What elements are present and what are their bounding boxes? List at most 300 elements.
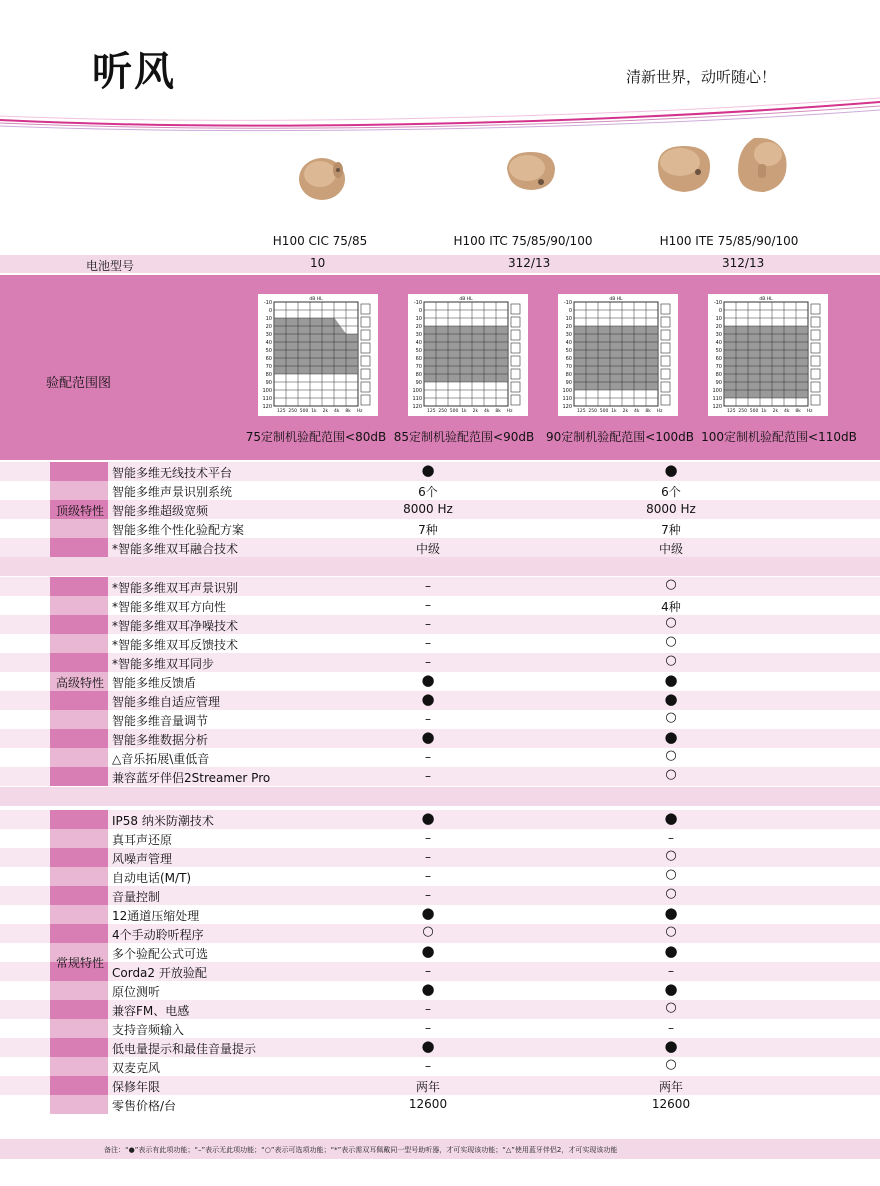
audiogram-x-tick: 8k <box>795 409 801 414</box>
table-row <box>0 1076 880 1095</box>
feature-name: IP58 纳米防潮技术 <box>112 814 214 828</box>
audiogram-y-tick: 40 <box>415 340 422 346</box>
audiogram-symbol-box <box>511 317 520 327</box>
table-row <box>0 710 880 729</box>
table-row <box>0 1057 880 1076</box>
fitting-range-label: 验配范围图 <box>46 376 112 391</box>
value-itc-cic: 中级 <box>415 542 440 556</box>
audiogram-y-tick: 60 <box>415 356 422 362</box>
group-label: 常规特性 <box>55 956 104 970</box>
feature-name: 智能多维无线技术平台 <box>112 466 233 480</box>
audiogram-symbol-box <box>811 330 820 340</box>
value-itc-cic: 7种 <box>418 523 438 537</box>
feature-name: 自动电话(M/T) <box>112 871 192 885</box>
table-row <box>0 596 880 615</box>
feature-name: 风噪声管理 <box>112 852 173 866</box>
audiogram-y-tick: 90 <box>415 380 422 386</box>
feature-name: *智能多维双耳融合技术 <box>112 542 239 556</box>
table-row <box>0 462 880 481</box>
feature-name: 智能多维反馈盾 <box>112 676 197 690</box>
audiogram-y-tick: 40 <box>715 340 722 346</box>
battery-label: 电池型号 <box>86 259 135 273</box>
audiogram-x-tick: 2k <box>622 409 629 414</box>
feature-name: 智能多维声景识别系统 <box>112 485 233 499</box>
audiogram-y-tick: 70 <box>715 364 722 370</box>
value-itc-cic: ● <box>421 942 435 960</box>
group-cell <box>50 1019 108 1038</box>
audiogram-x-tick: 8k <box>645 409 651 414</box>
audiogram-symbol-box <box>361 369 370 379</box>
group-cell <box>50 519 108 538</box>
feature-name: 4个手动聆听程序 <box>112 928 204 942</box>
feature-name: 智能多维自适应管理 <box>112 695 221 709</box>
audiogram-range-fill <box>724 326 808 398</box>
audiogram-y-tick: 90 <box>565 380 572 386</box>
footnote: 备注：“●”表示有此项功能；“–”表示无此项功能；“○”表示可选项功能；“*”表示需双耳佩戴同一型号助听器，才可实现该功能；“△”使用蓝牙伴侣2，才可实现该功能 <box>104 1146 618 1154</box>
audiogram-y-tick: 20 <box>715 324 722 330</box>
table-row <box>0 962 880 981</box>
audiogram-85 <box>408 294 528 416</box>
audiogram-y-tick: 10 <box>715 316 722 322</box>
feature-name: 支持音频输入 <box>112 1023 185 1037</box>
audiogram-x-tick: 250 <box>738 409 747 414</box>
group-cell <box>50 905 108 924</box>
audiogram-x-tick: 250 <box>288 409 297 414</box>
audiogram-x-tick: 500 <box>299 409 309 414</box>
value-ite: ○ <box>665 615 677 630</box>
value-ite: ○ <box>665 924 677 939</box>
audiogram-symbol-box <box>811 356 820 366</box>
value-itc-cic: – <box>425 598 431 612</box>
table-row <box>0 729 880 748</box>
value-ite: ○ <box>665 1057 677 1072</box>
audiogram-y-tick: 90 <box>265 380 272 386</box>
value-itc-cic: ● <box>421 809 435 827</box>
group-cell <box>50 748 108 767</box>
audiogram-header: dB HL <box>759 297 773 302</box>
table-row <box>0 634 880 653</box>
value-itc-cic: ● <box>421 980 435 998</box>
cic-hearing-aid-image <box>298 154 350 202</box>
audiogram-x-tick: 2k <box>772 409 779 414</box>
group-cell <box>50 481 108 500</box>
audiogram-symbol-box <box>511 369 520 379</box>
value-itc-cic: – <box>425 769 431 783</box>
group-label: 顶级特性 <box>55 503 104 518</box>
range-caption-85: 85定制机验配范围<90dB <box>393 430 535 444</box>
value-itc-cic: 6个 <box>418 485 438 499</box>
value-itc-cic: 8000 Hz <box>403 502 453 516</box>
audiogram-y-tick: 10 <box>265 316 272 322</box>
audiogram-100 <box>708 294 828 416</box>
audiogram-x-tick: Hz <box>506 409 513 414</box>
audiogram-symbol-box <box>661 330 670 340</box>
audiogram-y-tick: 60 <box>265 356 272 362</box>
audiogram-y-tick: 100 <box>562 388 572 394</box>
audiogram-y-tick: 100 <box>712 388 722 394</box>
value-ite: ● <box>664 461 678 479</box>
battery-itc: 312/13 <box>508 256 551 270</box>
feature-name: *智能多维双耳声景识别 <box>112 581 239 595</box>
audiogram-range-fill <box>424 326 508 382</box>
value-itc-cic: – <box>425 712 431 726</box>
audiogram-symbol-box <box>511 330 520 340</box>
audiogram-symbol-box <box>661 369 670 379</box>
audiogram-y-tick: 10 <box>415 316 422 322</box>
value-itc-cic: – <box>425 750 431 764</box>
audiogram-symbol-box <box>511 395 520 405</box>
audiogram-y-tick: 60 <box>715 356 722 362</box>
table-row <box>0 810 880 829</box>
value-ite: ○ <box>665 653 677 668</box>
audiogram-x-tick: 250 <box>438 409 447 414</box>
audiogram-y-tick: -10 <box>263 300 272 306</box>
audiogram-y-tick: 100 <box>262 388 272 394</box>
value-itc-cic: – <box>425 831 431 845</box>
audiogram-y-tick: 0 <box>568 308 572 314</box>
value-ite: ● <box>664 980 678 998</box>
audiogram-y-tick: 80 <box>265 372 272 378</box>
table-row <box>0 1000 880 1019</box>
audiogram-symbol-box <box>811 369 820 379</box>
audiogram-y-tick: 50 <box>565 348 572 354</box>
value-itc-cic: ● <box>421 1037 435 1055</box>
group-cell <box>50 462 108 481</box>
audiogram-x-tick: 2k <box>322 409 329 414</box>
audiogram-x-tick: 125 <box>727 409 736 414</box>
audiogram-x-tick: 1k <box>461 409 467 414</box>
table-row <box>0 829 880 848</box>
table-row <box>0 886 880 905</box>
audiogram-y-tick: 120 <box>262 404 272 410</box>
value-itc-cic: – <box>425 888 431 902</box>
audiogram-symbol-box <box>811 304 820 314</box>
value-itc-cic: ● <box>421 904 435 922</box>
audiogram-symbol-box <box>511 304 520 314</box>
section-spacer <box>0 557 880 576</box>
audiogram-symbol-box <box>511 343 520 353</box>
audiogram-y-tick: 110 <box>412 396 422 402</box>
value-ite: ○ <box>665 1000 677 1015</box>
group-cell <box>50 1076 108 1095</box>
value-ite: ○ <box>665 886 677 901</box>
audiogram-y-tick: 50 <box>415 348 422 354</box>
audiogram-x-tick: 1k <box>311 409 317 414</box>
value-ite: ● <box>664 904 678 922</box>
value-ite: ● <box>664 942 678 960</box>
audiogram-symbol-box <box>811 317 820 327</box>
audiogram-header: dB HL <box>609 297 623 302</box>
table-row <box>0 867 880 886</box>
feature-name: *智能多维双耳净噪技术 <box>112 619 239 633</box>
table-row <box>0 905 880 924</box>
audiogram-header: dB HL <box>309 297 323 302</box>
value-itc-cic: – <box>425 1059 431 1073</box>
audiogram-y-tick: 0 <box>268 308 272 314</box>
audiogram-y-tick: 20 <box>565 324 572 330</box>
value-itc-cic: ○ <box>422 924 434 939</box>
feature-name: 智能多维超级宽频 <box>112 504 209 518</box>
table-row <box>0 519 880 538</box>
audiogram-y-tick: 50 <box>265 348 272 354</box>
audiogram-x-tick: 125 <box>577 409 586 414</box>
feature-name: △音乐拓展\重低音 <box>112 752 210 766</box>
value-ite: ○ <box>665 634 677 649</box>
table-row <box>0 1019 880 1038</box>
feature-name: 兼容蓝牙伴侣2Streamer Pro <box>112 771 271 785</box>
model-name-ite: H100 ITE 75/85/90/100 <box>659 234 799 248</box>
value-itc-cic: – <box>425 850 431 864</box>
feature-name: 零售价格/台 <box>112 1099 177 1113</box>
audiogram-y-tick: 70 <box>415 364 422 370</box>
audiogram-x-tick: 500 <box>599 409 609 414</box>
audiogram-y-tick: 110 <box>562 396 572 402</box>
audiogram-symbol-box <box>661 304 670 314</box>
group-cell <box>50 615 108 634</box>
audiogram-y-tick: 70 <box>565 364 572 370</box>
brand-title: 听风 <box>92 49 176 95</box>
section-spacer <box>0 787 880 806</box>
group-cell <box>50 981 108 1000</box>
table-row <box>0 481 880 500</box>
feature-name: 智能多维个性化验配方案 <box>112 523 245 537</box>
audiogram-symbol-box <box>511 382 520 392</box>
feature-name: *智能多维双耳方向性 <box>112 600 227 614</box>
table-row <box>0 615 880 634</box>
audiogram-y-tick: -10 <box>713 300 722 306</box>
audiogram-y-tick: 100 <box>412 388 422 394</box>
audiogram-symbol-box <box>361 395 370 405</box>
feature-name: 12通道压缩处理 <box>112 909 200 923</box>
table-row <box>0 500 880 519</box>
ite-hearing-aid-image-left <box>654 140 714 196</box>
group-cell <box>50 729 108 748</box>
feature-name: 原位测听 <box>112 985 161 999</box>
audiogram-y-tick: 120 <box>712 404 722 410</box>
group-cell <box>50 634 108 653</box>
feature-name: 多个验配公式可选 <box>112 947 209 961</box>
audiogram-75 <box>258 294 378 416</box>
table-row <box>0 691 880 710</box>
audiogram-x-tick: Hz <box>356 409 363 414</box>
value-itc-cic: ● <box>421 461 435 479</box>
value-ite: ○ <box>665 577 677 592</box>
audiogram-y-tick: -10 <box>563 300 572 306</box>
audiogram-symbol-box <box>661 395 670 405</box>
group-cell <box>50 691 108 710</box>
audiogram-x-tick: 125 <box>277 409 286 414</box>
audiogram-x-tick: Hz <box>806 409 813 414</box>
table-row <box>0 577 880 596</box>
audiogram-y-tick: 120 <box>562 404 572 410</box>
audiogram-y-tick: 10 <box>565 316 572 322</box>
audiogram-x-tick: 1k <box>611 409 617 414</box>
audiogram-x-tick: 500 <box>749 409 759 414</box>
model-name-cic: H100 CIC 75/85 <box>272 234 368 248</box>
audiogram-y-tick: 30 <box>565 332 572 338</box>
value-itc-cic: – <box>425 636 431 650</box>
value-itc-cic: – <box>425 617 431 631</box>
table-row <box>0 924 880 943</box>
value-ite: 6个 <box>661 485 681 499</box>
table-row <box>0 848 880 867</box>
feature-name: 智能多维数据分析 <box>112 733 209 747</box>
audiogram-y-tick: 120 <box>412 404 422 410</box>
group-cell <box>50 577 108 596</box>
audiogram-y-tick: 40 <box>265 340 272 346</box>
audiogram-y-tick: 40 <box>565 340 572 346</box>
value-ite: 7种 <box>661 523 681 537</box>
audiogram-x-tick: Hz <box>656 409 663 414</box>
value-itc-cic: 两年 <box>415 1080 440 1094</box>
table-row <box>0 981 880 1000</box>
audiogram-y-tick: 0 <box>418 308 422 314</box>
audiogram-symbol-box <box>811 395 820 405</box>
audiogram-y-tick: 70 <box>265 364 272 370</box>
group-cell <box>50 886 108 905</box>
audiogram-symbol-box <box>811 343 820 353</box>
value-ite: 4种 <box>661 600 681 614</box>
value-ite: ● <box>664 728 678 746</box>
table-row <box>0 943 880 962</box>
value-itc-cic: – <box>425 964 431 978</box>
audiogram-x-tick: 125 <box>427 409 436 414</box>
audiogram-symbol-box <box>361 330 370 340</box>
value-ite: ● <box>664 1037 678 1055</box>
audiogram-90 <box>558 294 678 416</box>
group-cell <box>50 810 108 829</box>
value-itc-cic: ● <box>421 728 435 746</box>
group-cell <box>50 848 108 867</box>
value-ite: ● <box>664 809 678 827</box>
audiogram-x-tick: 2k <box>472 409 479 414</box>
audiogram-x-tick: 4k <box>784 409 790 414</box>
itc-hearing-aid-image <box>503 148 557 194</box>
table-row <box>0 748 880 767</box>
audiogram-x-tick: 4k <box>484 409 490 414</box>
audiogram-y-tick: 30 <box>265 332 272 338</box>
audiogram-y-tick: 30 <box>715 332 722 338</box>
value-ite: 中级 <box>658 542 683 556</box>
audiogram-y-tick: 80 <box>415 372 422 378</box>
audiogram-y-tick: -10 <box>413 300 422 306</box>
audiogram-symbol-box <box>361 317 370 327</box>
value-ite: – <box>668 831 674 845</box>
range-caption-100: 100定制机验配范围<110dB <box>701 430 857 444</box>
value-ite: ○ <box>665 748 677 763</box>
table-row <box>0 653 880 672</box>
audiogram-x-tick: 500 <box>449 409 459 414</box>
audiogram-x-tick: 4k <box>334 409 340 414</box>
audiogram-symbol-box <box>661 317 670 327</box>
feature-name: *智能多维双耳反馈技术 <box>112 638 239 652</box>
group-cell <box>50 924 108 943</box>
feature-name: 兼容FM、电感 <box>112 1004 190 1018</box>
battery-ite: 312/13 <box>722 256 765 270</box>
audiogram-y-tick: 90 <box>715 380 722 386</box>
slogan: 清新世界，动听随心！ <box>625 68 776 86</box>
audiogram-symbol-box <box>361 356 370 366</box>
table-row <box>0 1095 880 1114</box>
value-ite: ○ <box>665 767 677 782</box>
audiogram-x-tick: 4k <box>634 409 640 414</box>
audiogram-y-tick: 80 <box>565 372 572 378</box>
audiogram-symbol-box <box>661 382 670 392</box>
group-cell <box>50 1000 108 1019</box>
audiogram-symbol-box <box>811 382 820 392</box>
audiogram-symbol-box <box>361 304 370 314</box>
feature-name: 真耳声还原 <box>112 833 173 847</box>
value-itc-cic: – <box>425 1021 431 1035</box>
group-cell <box>50 710 108 729</box>
value-itc-cic: ● <box>421 690 435 708</box>
feature-name: 音量控制 <box>112 890 161 904</box>
audiogram-y-tick: 20 <box>265 324 272 330</box>
value-ite: ○ <box>665 710 677 725</box>
table-row <box>0 672 880 691</box>
audiogram-symbol-box <box>661 343 670 353</box>
audiogram-x-tick: 250 <box>588 409 597 414</box>
group-cell <box>50 767 108 786</box>
ite-hearing-aid-image-right <box>734 134 790 196</box>
table-row <box>0 538 880 557</box>
header-swoosh <box>0 96 880 136</box>
value-ite: 两年 <box>658 1080 683 1094</box>
feature-name: *智能多维双耳同步 <box>112 657 215 671</box>
audiogram-x-tick: 8k <box>345 409 351 414</box>
group-cell <box>50 829 108 848</box>
value-itc-cic: – <box>425 869 431 883</box>
value-ite: ● <box>664 671 678 689</box>
feature-name: 智能多维音量调节 <box>112 714 209 728</box>
group-cell <box>50 1095 108 1114</box>
group-cell <box>50 1038 108 1057</box>
value-ite: ○ <box>665 848 677 863</box>
audiogram-y-tick: 80 <box>715 372 722 378</box>
audiogram-symbol-box <box>361 382 370 392</box>
audiogram-y-tick: 60 <box>565 356 572 362</box>
audiogram-y-tick: 0 <box>718 308 722 314</box>
audiogram-y-tick: 110 <box>262 396 272 402</box>
audiogram-symbol-box <box>361 343 370 353</box>
value-itc-cic: ● <box>421 671 435 689</box>
group-cell <box>50 538 108 557</box>
value-ite: ● <box>664 690 678 708</box>
audiogram-y-tick: 20 <box>415 324 422 330</box>
audiogram-y-tick: 110 <box>712 396 722 402</box>
table-row <box>0 1038 880 1057</box>
value-ite: – <box>668 1021 674 1035</box>
audiogram-x-tick: 8k <box>495 409 501 414</box>
audiogram-y-tick: 50 <box>715 348 722 354</box>
value-itc-cic: 12600 <box>408 1097 448 1111</box>
group-label: 高级特性 <box>55 675 104 690</box>
range-caption-75: 75定制机验配范围<80dB <box>245 430 387 444</box>
feature-name: 双麦克风 <box>112 1061 161 1075</box>
group-cell <box>50 653 108 672</box>
audiogram-symbol-box <box>511 356 520 366</box>
audiogram-header: dB HL <box>459 297 473 302</box>
table-row <box>0 767 880 786</box>
model-name-itc: H100 ITC 75/85/90/100 <box>453 234 593 248</box>
value-ite: 8000 Hz <box>646 502 696 516</box>
audiogram-symbol-box <box>661 356 670 366</box>
audiogram-x-tick: 1k <box>761 409 767 414</box>
range-caption-90: 90定制机验配范围<100dB <box>545 430 695 444</box>
group-cell <box>50 867 108 886</box>
value-ite: ○ <box>665 867 677 882</box>
feature-name: 保修年限 <box>112 1080 161 1094</box>
